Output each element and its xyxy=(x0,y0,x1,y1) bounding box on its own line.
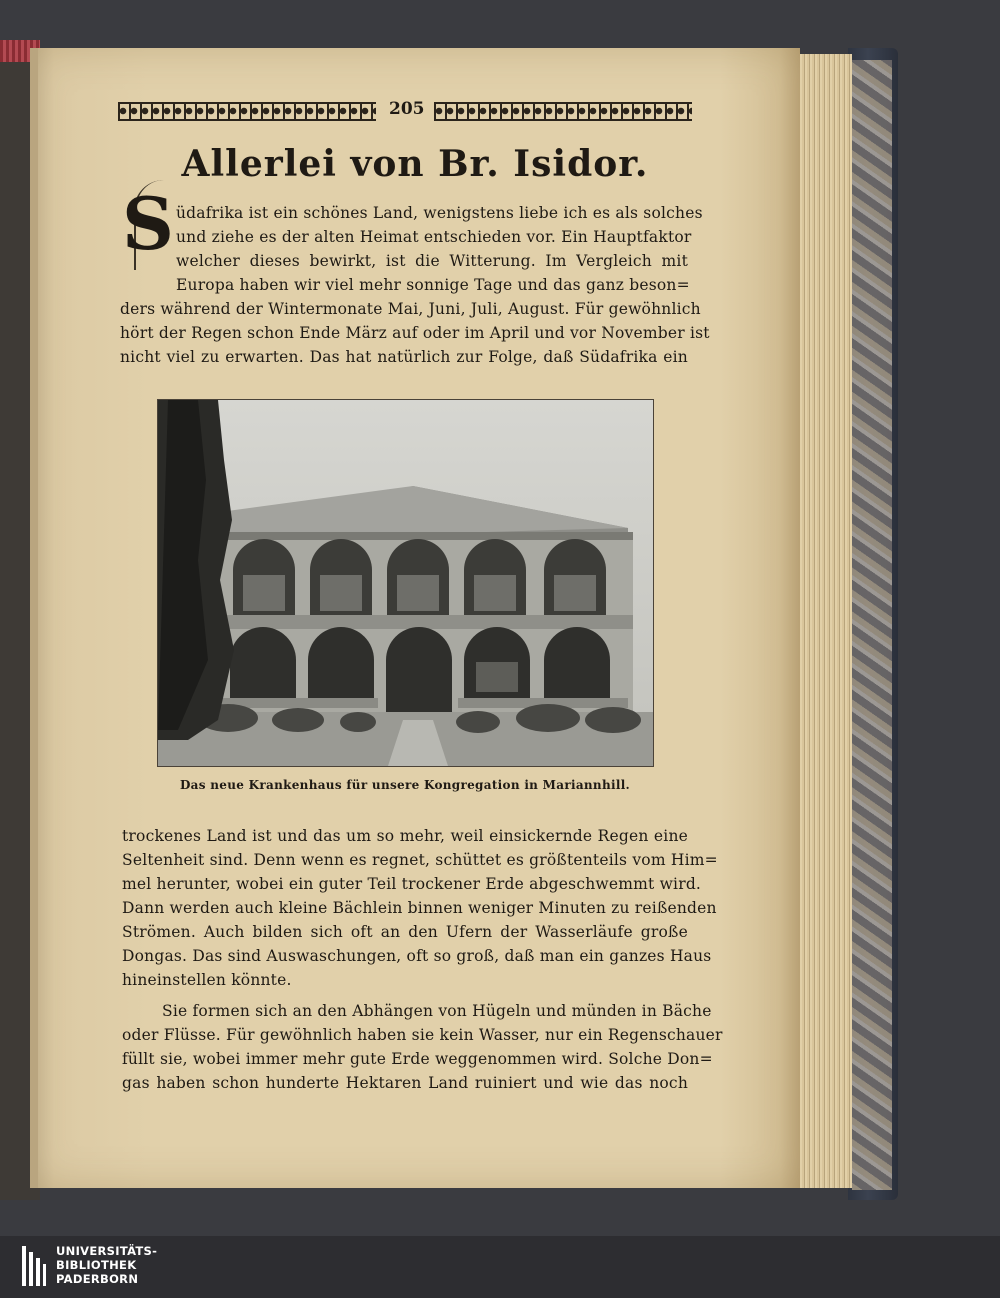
text-line: Seltenheit sind. Denn wenn es regnet, schüttet es größtenteils vom Him= xyxy=(122,851,718,869)
hospital-photograph xyxy=(157,399,654,767)
page-number: 205 xyxy=(389,99,425,119)
text-line: Strömen. Auch bilden sich oft an den Ufern der Wasserläufe große xyxy=(122,923,688,941)
text-line: Sie formen sich an den Abhängen von Hügeln und münden in Bäche xyxy=(162,1002,712,1020)
text-line: Europa haben wir viel mehr sonnige Tage und das ganz beson= xyxy=(176,276,690,294)
library-name-line: UNIVERSITÄTS- xyxy=(56,1244,158,1258)
text-line: füllt sie, wobei immer mehr gute Erde weggenommen wird. Solche Don= xyxy=(122,1050,713,1068)
ornament-band-left xyxy=(118,102,376,121)
library-name-line: PADERBORN xyxy=(56,1272,139,1286)
ornament-band-right xyxy=(434,102,692,121)
text-line: ders während der Wintermonate Mai, Juni, Juli, August. Für gewöhnlich xyxy=(120,300,701,318)
text-line: Dongas. Das sind Auswaschungen, oft so groß, daß man ein ganzes Haus xyxy=(122,947,712,965)
marbled-edge xyxy=(852,60,892,1190)
text-line: mel herunter, wobei ein guter Teil trockener Erde abgeschwemmt wird. xyxy=(122,875,702,893)
drop-cap xyxy=(118,180,174,272)
text-line: Dann werden auch kleine Bächlein binnen weniger Minuten zu reißenden xyxy=(122,899,717,917)
article-title: Allerlei von Br. Isidor. xyxy=(181,143,649,185)
library-name-line: BIBLIOTHEK xyxy=(56,1258,137,1272)
text-line: üdafrika ist ein schönes Land, wenigstens liebe ich es als solches xyxy=(176,204,703,222)
text-line: trockenes Land ist und das um so mehr, weil einsickernde Regen eine xyxy=(122,827,688,845)
text-line: oder Flüsse. Für gewöhnlich haben sie kein Wasser, nur ein Regenschauer xyxy=(122,1026,723,1044)
library-logo-icon xyxy=(22,1246,46,1286)
text-line: welcher dieses bewirkt, ist die Witterung. Im Vergleich mit xyxy=(176,252,688,270)
drop-cap-letter: S xyxy=(122,181,174,266)
text-line: gas haben schon hunderte Hektaren Land ruiniert und wie das noch xyxy=(122,1074,688,1092)
library-name xyxy=(56,1244,157,1286)
text-line: und ziehe es der alten Heimat entschieden vor. Ein Hauptfaktor xyxy=(176,228,692,246)
library-footer xyxy=(0,1236,1000,1298)
figure-caption: Das neue Krankenhaus für unsere Kongregation in Mariannhill. xyxy=(179,778,631,792)
running-head xyxy=(118,99,692,121)
text-line: hineinstellen könnte. xyxy=(122,971,292,989)
previous-page-strip xyxy=(30,48,38,1188)
page-edges xyxy=(792,54,852,1188)
text-line: nicht viel zu erwarten. Das hat natürlich zur Folge, daß Südafrika ein xyxy=(120,348,688,366)
text-line: hört der Regen schon Ende März auf oder im April und vor November ist xyxy=(120,324,710,342)
